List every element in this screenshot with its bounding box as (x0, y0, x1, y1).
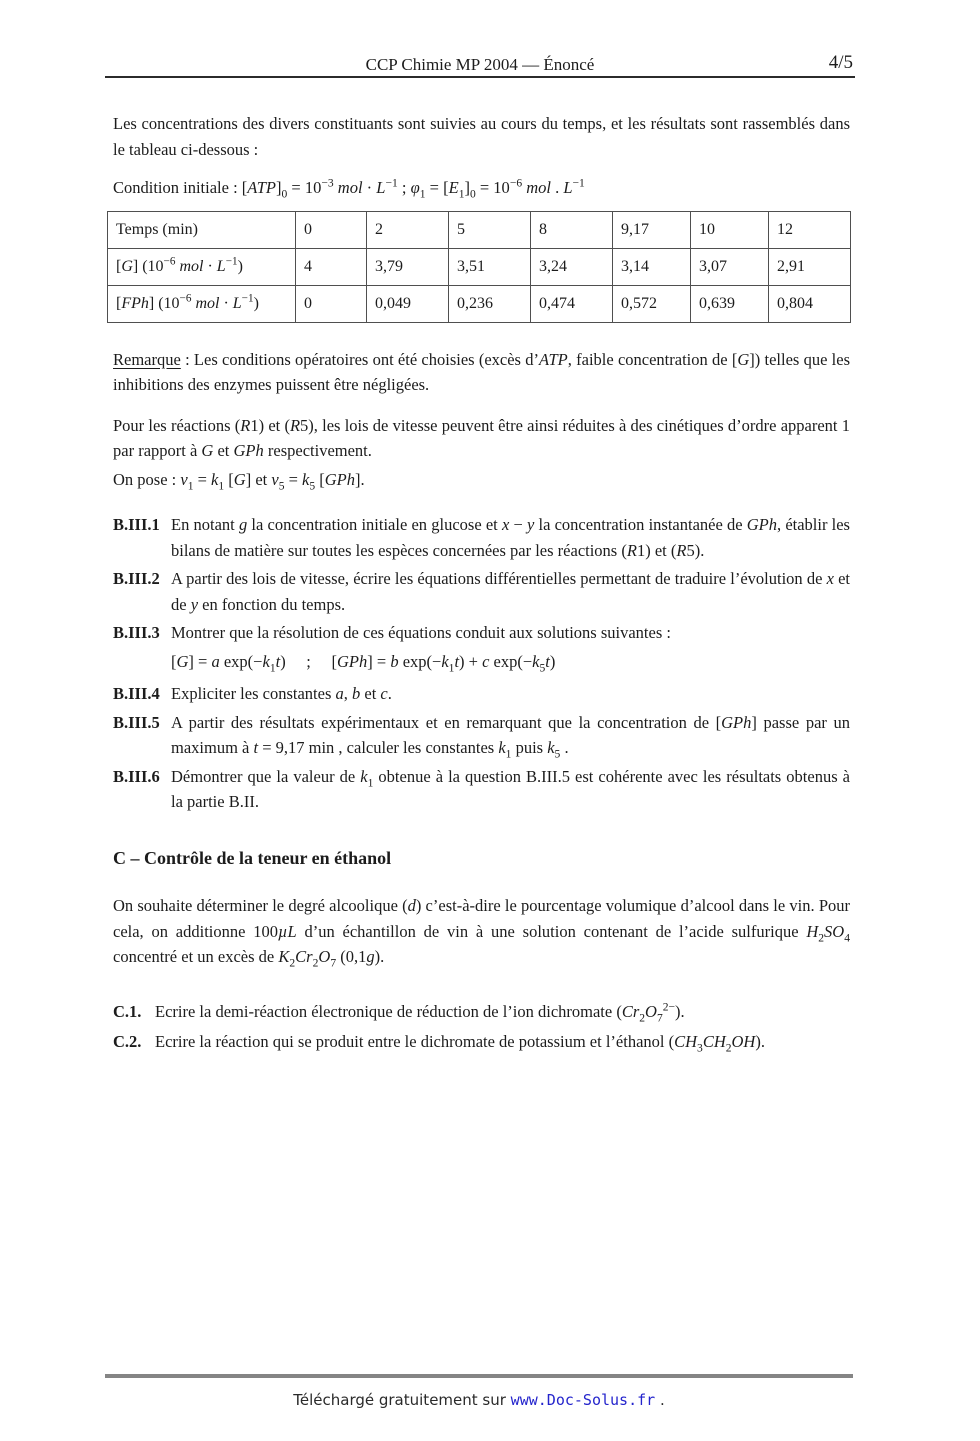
question-label: B.III.3 (113, 623, 160, 642)
table-cell: 0,474 (531, 285, 613, 322)
table-cell: 3,51 (449, 248, 531, 285)
question-label: B.III.2 (113, 569, 160, 588)
questions-b3 (113, 512, 850, 815)
doc-solus-link[interactable]: www.Doc-Solus.fr (510, 1391, 656, 1409)
table-row-temps (108, 211, 851, 248)
table-cell: 2,91 (769, 248, 851, 285)
row-label-g: [G] ($10^{-6}$ mol · $L^{-1}$) (108, 248, 296, 285)
question-label: B.III.1 (113, 515, 160, 534)
question-text (171, 620, 850, 678)
question-b3-5 (113, 710, 850, 761)
table-cell: 3,79 (367, 248, 449, 285)
question-label: B.III.6 (113, 766, 160, 786)
table-cell: 0 (296, 285, 367, 322)
header-title: CCP Chimie MP 2004 — Énoncé (365, 55, 595, 74)
table-cell: 3,07 (691, 248, 769, 285)
table-cell: 0 (296, 211, 367, 248)
initial-condition-line: Condition initiale : $[ATP]_0 = 10^{-3}$ mol · $L^{-1}$ ; $\varphi_1 = [E_1]_0 = 10^{-6}$ mol . $L^{-1}$ (113, 177, 585, 201)
intro-paragraph: Les concentrations des divers constituants sont suivies au cours du temps, et les résultats sont rassemblés dans le tableau ci-dessous : (113, 114, 850, 159)
question-b3-4 (113, 681, 850, 707)
question-text-line: Montrer que la résolution de ces équations conduit aux solutions suivantes : (171, 623, 671, 642)
row-label-fph: [FPh] ($10^{-6}$ mol · $L^{-1}$) (108, 285, 296, 322)
table-row-fph (108, 285, 851, 322)
question-text: Ecrire la demi-réaction électronique de réduction de l’ion dichromate $(Cr_2O_7^{2-})$. (155, 1001, 685, 1024)
question-b3-2 (113, 566, 850, 617)
question-c2 (113, 1029, 850, 1055)
question-label: C.1. (113, 1001, 142, 1021)
solutions-equation: [G] = a $\exp(-k_1t)$ ; [GPh] = b $\exp(-k_1t) + c$ $\exp(-k_5t)$ (171, 651, 556, 674)
table-row-g (108, 248, 851, 285)
page-number: 4/5 (828, 52, 853, 73)
table-cell: 12 (769, 211, 851, 248)
table-cell: 3,24 (531, 248, 613, 285)
table-cell: 0,572 (613, 285, 691, 322)
question-text: En notant g la concentration initiale en glucose et x − y la concentration instantanée de GPh, établir les bilans de matière sur toutes les espèces concernées par les réactions (R1) et (R5). (171, 515, 850, 560)
question-text: A partir des lois de vitesse, écrire les équations différentielles permettant de traduire l’évolution de x et de y en fonction du temps. (171, 569, 850, 614)
remarque-paragraph: Remarque : Les conditions opératoires ont été choisies (excès d’ATP, faible concentration de [G]) telles que les inhibitions des enzymes puissent être négligées. (113, 349, 851, 394)
table-cell: 0,804 (769, 285, 851, 322)
page-header (105, 52, 855, 78)
section-c-heading: C – Contrôle de la teneur en éthanol (113, 847, 392, 868)
table-cell: 10 (691, 211, 769, 248)
table-cell: 9,17 (613, 211, 691, 248)
question-text: Expliciter les constantes a, b et c. (171, 684, 392, 703)
table-cell: 3,14 (613, 248, 691, 285)
footer-text: Téléchargé gratuitement sur (293, 1391, 511, 1409)
table-cell: 0,049 (367, 285, 449, 322)
section-c-intro: On souhaite déterminer le degré alcoolique (d) c’est-à-dire le pourcentage volumique d’alcool dans le vin. Pour cela, on additionne 100µL d’un échantillon de vin à une solution contenant de l’acide sulfurique $H_2SO_4$ concentré et un excès de $K_2Cr_2O_7$ (0,1g). (113, 896, 850, 970)
question-label: B.III.5 (113, 712, 160, 732)
on-pose-line: On pose : $v_1 = k_1$ [G] et $v_5 = k_5$ [GPh]. (113, 469, 365, 492)
results-table (107, 211, 851, 323)
footer-text-suffix: . (655, 1391, 665, 1409)
question-text: Ecrire la réaction qui se produit entre le dichromate de potassium et l’éthanol $(CH_3CH_2OH)$. (155, 1032, 765, 1055)
question-b3-1 (113, 512, 850, 563)
table-cell: 8 (531, 211, 613, 248)
table-cell: 2 (367, 211, 449, 248)
question-b3-3 (113, 620, 850, 678)
table-cell: 4 (296, 248, 367, 285)
table-cell: 5 (449, 211, 531, 248)
page-footer (105, 1374, 853, 1414)
question-label: C.2. (113, 1032, 142, 1051)
kinetics-paragraph: Pour les réactions (R1) et (R5), les lois de vitesse peuvent être ainsi réduites à des cinétiques d’ordre apparent 1 par rapport à G et GPh respectivement. (113, 415, 850, 460)
table-cell: 0,639 (691, 285, 769, 322)
question-text: A partir des résultats expérimentaux et en remarquant que la concentration de [GPh] passe par un maximum à t = 9,17 min , calculer les constantes $k_1$ puis $k_5$ . (171, 712, 850, 761)
questions-c (113, 999, 850, 1055)
question-c1 (113, 999, 850, 1025)
question-b3-6 (113, 764, 850, 815)
table-cell: 0,236 (449, 285, 531, 322)
question-label: B.III.4 (113, 684, 160, 703)
question-text: Démontrer que la valeur de $k_1$ obtenue à la question B.III.5 est cohérente avec les résultats obtenus à la partie B.II. (171, 766, 850, 811)
row-label-temps: Temps (min) (108, 211, 296, 248)
